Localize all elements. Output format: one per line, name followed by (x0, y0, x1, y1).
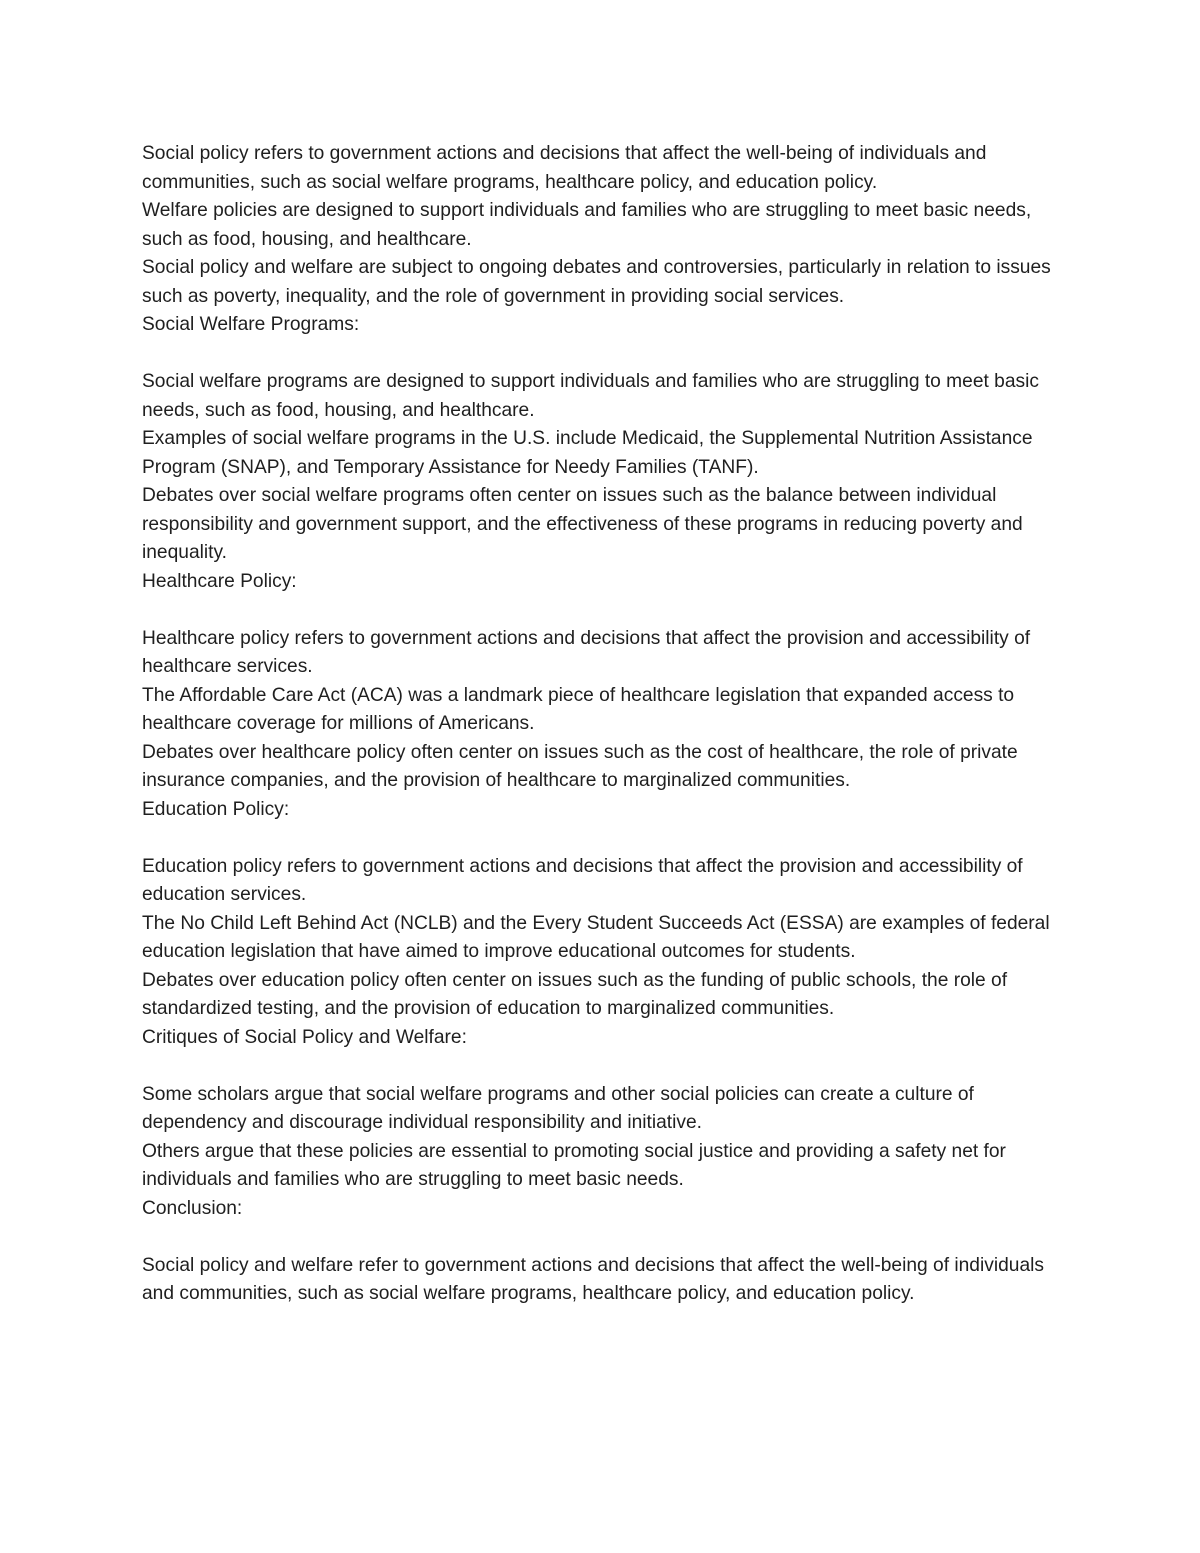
document-body (142, 140, 1072, 1309)
paragraph-healthcare-definition: Healthcare policy refers to government actions and decisions that affect the provision and accessibility of healthcare services. (142, 627, 1031, 677)
blank-line (142, 340, 1072, 369)
section-heading-education-policy: Education Policy: (142, 798, 290, 820)
blank-line (142, 596, 1072, 625)
section-heading-critiques: Critiques of Social Policy and Welfare: (142, 1026, 467, 1048)
paragraph-healthcare-debates: Debates over healthcare policy often center on issues such as the cost of healthcare, the role of private insurance companies, and the provision of healthcare to marginalized communities. (142, 741, 1018, 791)
section-heading-healthcare-policy: Healthcare Policy: (142, 570, 297, 592)
section-heading-social-welfare-programs: Social Welfare Programs: (142, 314, 360, 335)
blank-line (142, 1052, 1072, 1081)
paragraph-healthcare-aca: The Affordable Care Act (ACA) was a landmark piece of healthcare legislation that expanded access to healthcare coverage for millions of Americans. (142, 684, 1015, 734)
paragraph-education-legislation: The No Child Left Behind Act (NCLB) and the Every Student Succeeds Act (ESSA) are examples of federal education legislation that have aimed to improve educational outcomes for students. (142, 912, 1050, 962)
paragraph-intro-welfare: Welfare policies are designed to support individuals and families who are struggling to meet basic needs, such as food, housing, and healthcare. (142, 200, 1032, 250)
paragraph-welfare-programs-debates: Debates over social welfare programs often center on issues such as the balance between individual responsibility and government support, and the effectiveness of these programs in reducing poverty and inequality. (142, 485, 1023, 563)
paragraph-education-debates: Debates over education policy often center on issues such as the funding of public schools, the role of standardized testing, and the provision of education to marginalized communities. (142, 969, 1008, 1019)
blank-line (142, 1223, 1072, 1252)
paragraph-education-definition: Education policy refers to government actions and decisions that affect the provision and accessibility of education services. (142, 855, 1023, 905)
paragraph-critiques-essential: Others argue that these policies are essential to promoting social justice and providing a safety net for individuals and families who are struggling to meet basic needs. (142, 1140, 1006, 1190)
paragraph-critiques-dependency: Some scholars argue that social welfare programs and other social policies can create a culture of dependency and discourage individual responsibility and initiative. (142, 1083, 974, 1133)
paragraph-intro-debates: Social policy and welfare are subject to ongoing debates and controversies, particularly in relation to issues such as poverty, inequality, and the role of government in providing social services. (142, 257, 1051, 307)
blank-line (142, 824, 1072, 853)
paragraph-welfare-programs-purpose: Social welfare programs are designed to support individuals and families who are struggling to meet basic needs, such as food, housing, and healthcare. (142, 371, 1039, 421)
paragraph-welfare-programs-examples: Examples of social welfare programs in the U.S. include Medicaid, the Supplemental Nutrition Assistance Program (SNAP), and Temporary Assistance for Needy Families (TANF). (142, 428, 1033, 478)
section-heading-conclusion: Conclusion: (142, 1197, 243, 1219)
paragraph-intro-definition: Social policy refers to government actions and decisions that affect the well-being of individuals and communities, such as social welfare programs, healthcare policy, and education policy. (142, 143, 987, 193)
paragraph-conclusion: Social policy and welfare refer to government actions and decisions that affect the well-being of individuals and communities, such as social welfare programs, healthcare policy, and education policy. (142, 1254, 1044, 1304)
